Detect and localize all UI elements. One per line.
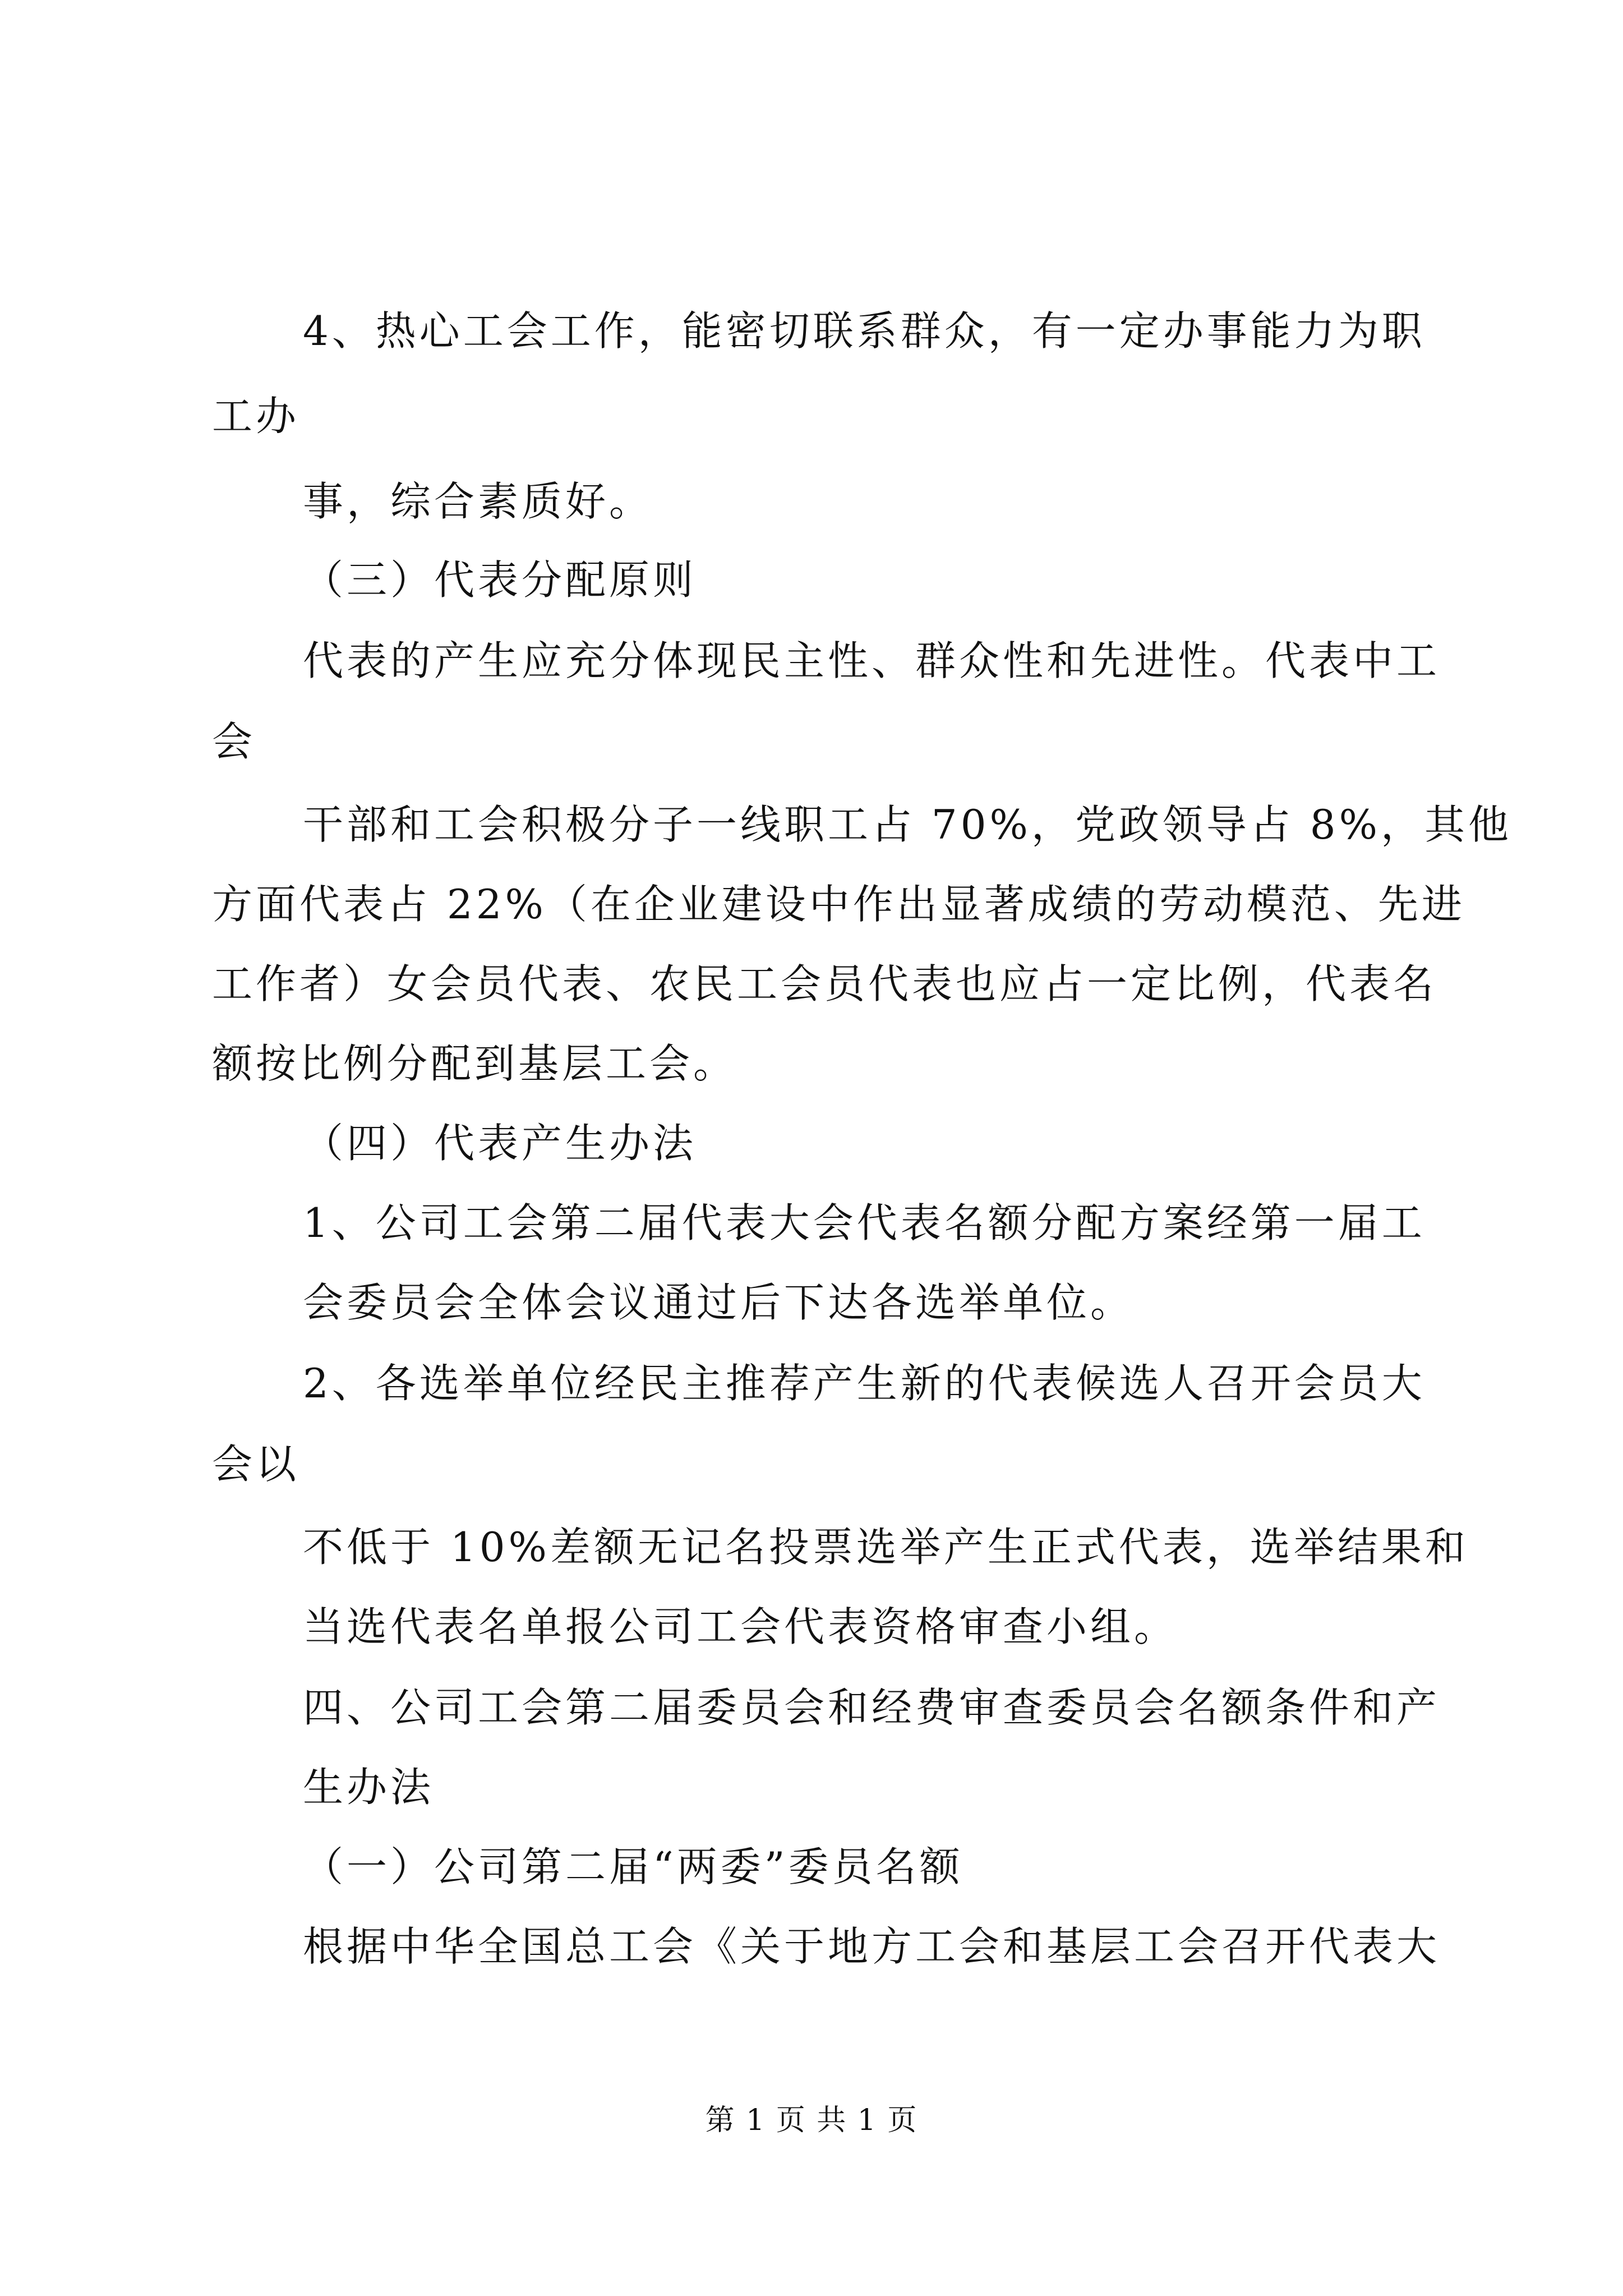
text-line: 干部和工会积极分子一线职工占 70%，党政领导占 8%，其他 bbox=[303, 801, 1513, 848]
text-line: 会委员会全体会议通过后下达各选举单位。 bbox=[303, 1279, 1135, 1326]
text-line: 事，综合素质好。 bbox=[303, 478, 653, 525]
section-heading: （三）代表分配原则 bbox=[303, 556, 697, 604]
text-line: 会 bbox=[212, 718, 256, 765]
section-heading: （一）公司第二届“两委”委员名额 bbox=[303, 1843, 963, 1890]
text-line: 根据中华全国总工会《关于地方工会和基层工会召开代表大 bbox=[303, 1923, 1441, 1970]
page-footer: 第 1 页 共 1 页 bbox=[705, 2104, 918, 2137]
section-heading: （四）代表产生办法 bbox=[303, 1120, 697, 1167]
text-line: 代表的产生应充分体现民主性、群众性和先进性。代表中工 bbox=[303, 637, 1441, 684]
text-line: 工作者）女会员代表、农民工会员代表也应占一定比例，代表名 bbox=[212, 960, 1437, 1007]
text-line: 生办法 bbox=[303, 1764, 435, 1811]
text-line: 2、各选举单位经民主推荐产生新的代表候选人召开会员大 bbox=[303, 1360, 1426, 1407]
text-line: 当选代表名单报公司工会代表资格审查小组。 bbox=[303, 1603, 1178, 1650]
text-line: 1、公司工会第二届代表大会代表名额分配方案经第一届工 bbox=[303, 1199, 1426, 1246]
text-line: 会以 bbox=[212, 1441, 300, 1488]
text-line: 额按比例分配到基层工会。 bbox=[212, 1040, 737, 1087]
text-line: 不低于 10%差额无记名投票选举产生正式代表，选举结果和 bbox=[303, 1524, 1469, 1571]
text-line: 工办 bbox=[212, 393, 300, 440]
text-line: 4、热心工会工作，能密切联系群众，有一定办事能力为职 bbox=[303, 307, 1426, 355]
text-line: 方面代表占 22%（在企业建设中作出显著成绩的劳动模范、先进 bbox=[212, 881, 1465, 928]
section-heading: 四、公司工会第二届委员会和经费审查委员会名额条件和产 bbox=[303, 1684, 1441, 1731]
